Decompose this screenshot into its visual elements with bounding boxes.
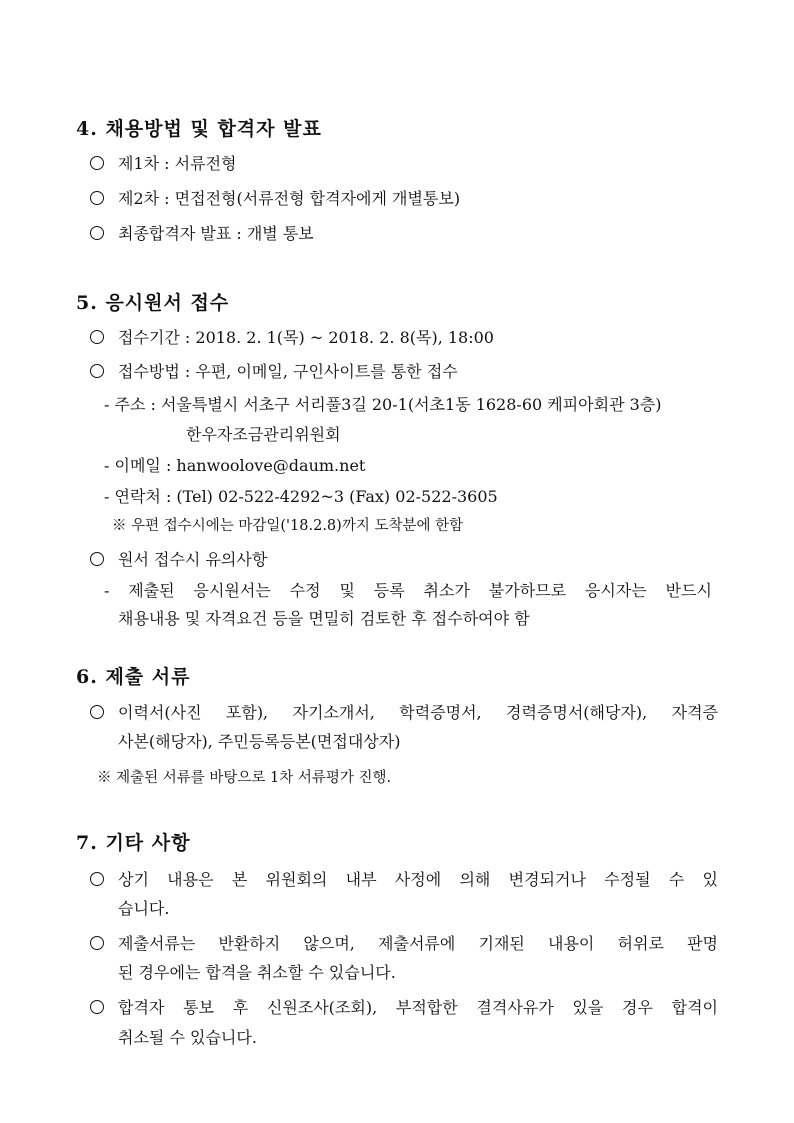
notice-text-line: 취소될 수 있습니다. bbox=[118, 1028, 257, 1047]
circle-bullet-icon bbox=[90, 552, 104, 566]
application-period: 접수기간 : 2018. 2. 1(목) ~ 2018. 2. 8(목), 18:00 bbox=[118, 328, 494, 347]
circle-bullet-icon bbox=[90, 936, 104, 950]
documents-text-line: 사본(해당자), 주민등록등본(면접대상자) bbox=[118, 732, 401, 751]
list-item-text: 제1차 : 서류전형 bbox=[118, 154, 237, 173]
section-title-4: 4. 채용방법 및 합격자 발표 bbox=[76, 118, 322, 140]
notice-text-line: 상기 내용은 본 위원회의 내부 사정에 의해 변경되거나 수정될 수 있 bbox=[118, 870, 718, 889]
section-title-6: 6. 제출 서류 bbox=[76, 666, 191, 688]
address-organization: 한우자조금관리위원회 bbox=[186, 425, 341, 444]
notice-text-line: 합격자 통보 후 신원조사(조회), 부적합한 결격사유가 있을 경우 합격이 bbox=[118, 998, 718, 1017]
notice-text-line: 습니다. bbox=[118, 899, 170, 918]
circle-bullet-icon bbox=[90, 226, 104, 240]
circle-bullet-icon bbox=[90, 364, 104, 378]
caution-text-line: 채용내용 및 자격요건 등을 면밀히 검토한 후 접수하여야 함 bbox=[118, 609, 530, 628]
list-item bbox=[90, 703, 720, 723]
section-title-7: 7. 기타 사항 bbox=[76, 832, 191, 854]
list-item bbox=[90, 870, 720, 890]
list-item bbox=[90, 328, 494, 348]
circle-bullet-icon bbox=[90, 705, 104, 719]
list-item bbox=[90, 550, 267, 570]
list-item bbox=[90, 154, 236, 174]
list-item bbox=[90, 934, 720, 954]
address-line: - 주소 : 서울특별시 서초구 서리풀3길 20-1(서초1동 1628-60 케피아회관 3층) bbox=[104, 395, 662, 414]
list-item bbox=[90, 224, 314, 244]
notice-text-line: 제출서류는 반환하지 않으며, 제출서류에 기재된 내용이 허위로 판명 bbox=[118, 934, 718, 953]
contact-line: - 연락처 : (Tel) 02-522-4292~3 (Fax) 02-522-3605 bbox=[104, 487, 498, 506]
section-title-5: 5. 응시원서 접수 bbox=[76, 292, 230, 314]
notice-text-line: 된 경우에는 합격을 취소할 수 있습니다. bbox=[118, 963, 396, 982]
circle-bullet-icon bbox=[90, 330, 104, 344]
circle-bullet-icon bbox=[90, 191, 104, 205]
list-item bbox=[90, 362, 458, 382]
mail-note: ※ 우편 접수시에는 마감일('18.2.8)까지 도착분에 한함 bbox=[112, 518, 464, 534]
circle-bullet-icon bbox=[90, 1000, 104, 1014]
application-method: 접수방법 : 우편, 이메일, 구인사이트를 통한 접수 bbox=[118, 362, 458, 381]
list-item-text: 제2차 : 면접전형(서류전형 합격자에게 개별통보) bbox=[118, 189, 461, 208]
circle-bullet-icon bbox=[90, 156, 104, 170]
email-line: - 이메일 : hanwoolove@daum.net bbox=[104, 456, 366, 475]
list-item bbox=[90, 189, 460, 209]
caution-title: 원서 접수시 유의사항 bbox=[118, 550, 268, 569]
caution-text-line: - 제출된 응시원서는 수정 및 등록 취소가 불가하므로 응시자는 반드시 bbox=[104, 581, 712, 600]
list-item-text: 최종합격자 발표 : 개별 통보 bbox=[118, 224, 314, 243]
circle-bullet-icon bbox=[90, 872, 104, 886]
documents-note: ※ 제출된 서류를 바탕으로 1차 서류평가 진행. bbox=[97, 770, 392, 786]
documents-text-line: 이력서(사진 포함), 자기소개서, 학력증명서, 경력증명서(해당자), 자격증 bbox=[118, 703, 718, 722]
list-item bbox=[90, 998, 720, 1018]
